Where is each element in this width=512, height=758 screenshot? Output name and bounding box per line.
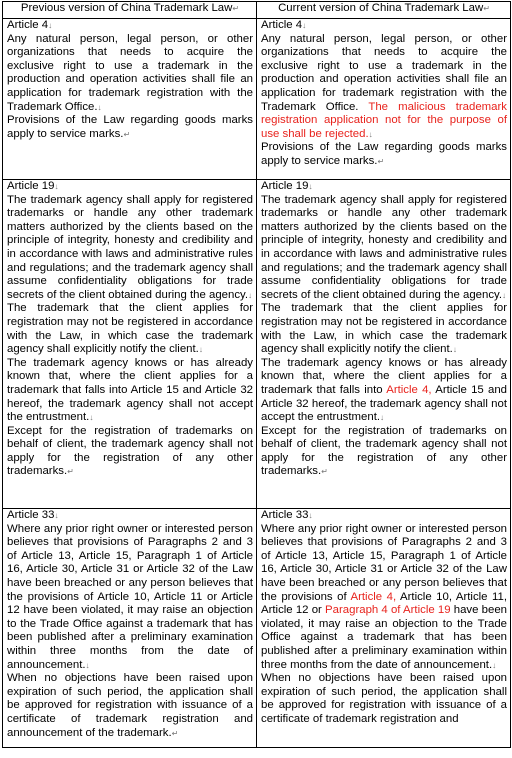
cell-mark: ↵ bbox=[483, 4, 490, 13]
current-article-cell bbox=[257, 180, 511, 509]
para-mark: ↓ bbox=[89, 413, 94, 423]
article-paragraph: The trademark that the client applies for registration may not be registered in accordance with the Law, in which case the trademark agency shall explicitly notify the client.↓ bbox=[261, 302, 507, 356]
cell-mark: ↵ bbox=[171, 728, 179, 738]
current-article-cell bbox=[257, 509, 511, 748]
article-paragraph: Any natural person, legal person, or other organizations that needs to acquire the exclusive right to use a trademark in the production and operation activities shall file an application for trademark registration with the Trademark Office. The malicious trademark registration application not for the purpose of use shall be rejected.↓ bbox=[261, 32, 507, 140]
amended-text: Article 4, bbox=[350, 590, 397, 603]
article-row bbox=[3, 509, 511, 748]
article-paragraph: Provisions of the Law regarding goods marks apply to service marks.↵ bbox=[7, 114, 253, 140]
amended-text: Article 4, bbox=[386, 383, 432, 396]
previous-article-cell bbox=[3, 19, 257, 180]
cell-mark: ↵ bbox=[321, 467, 328, 477]
header-current-version: Current version of China Trademark Law↵ bbox=[257, 2, 511, 19]
para-mark: ↓ bbox=[54, 511, 59, 520]
article-paragraph: Any natural person, legal person, or other organizations that needs to acquire the exclusive right to use a trademark in the production and operation activities shall file an application for trademark registration with the Trademark Office.↓ bbox=[7, 32, 253, 113]
amended-text: Paragraph 4 of Article 19 bbox=[325, 604, 451, 617]
article-paragraph: The trademark agency shall apply for registered trademarks or handle any other trademark matters authorized by the clients based on the principle of integrity, honesty and credibility and in accordance with laws and administrative rules and regulations; and the trademark agency shall assume confidentiality obligations for trade secrets of the client obtained during the agency.↓ bbox=[261, 193, 507, 301]
article-paragraph: Provisions of the Law regarding goods marks apply to service marks.↵ bbox=[261, 141, 507, 167]
article-paragraph: When no objections have been raised upon expiration of such period, the application shall be approved for registration with issuance of a certificate of trademark registration and bbox=[261, 672, 507, 725]
article-title: Article 19↓ bbox=[7, 180, 59, 192]
article-paragraph: Except for the registration of trademarks on behalf of client, the trademark agency shall not apply for the registration of any other trademarks.↵ bbox=[261, 424, 507, 478]
para-mark: ↓ bbox=[502, 290, 507, 300]
previous-article-cell bbox=[3, 180, 257, 509]
article-row bbox=[3, 180, 511, 509]
para-mark: ↓ bbox=[380, 413, 385, 423]
article-paragraph: Except for the registration of trademarks on behalf of client, the trademark agency shall not apply for the registration of any other trademarks.↵ bbox=[7, 424, 253, 478]
amended-text: The malicious trademark registration application not for the purpose of use shall be rejected. bbox=[261, 100, 507, 140]
article-paragraph: Where any prior right owner or interested person believes that provisions of Paragraphs 2 and 3 of Article 13, Article 15, Paragraph 1 of Article 16, Article 30, Article 31 or Article 32 of the Law have been breached or any person believes that the provisions of Article 4, Article 10, Article 11, Article 12 or Paragraph 4 of Article 19 have been violated, it may raise an objection to the Trade Office against a trademark that has been published after a preliminary examination within three months from the date of announcement.↓ bbox=[261, 522, 507, 671]
article-paragraph: When no objections have been raised upon expiration of such period, the application shall be approved for registration with issuance of a certificate of trademark registration and announcement of the trademark.↵ bbox=[7, 672, 253, 739]
article-paragraph: The trademark agency knows or has already known that, where the client applies for a trademark that falls into Article 15 and Article 32 hereof, the trademark agency shall not accept the entrustment.↓ bbox=[7, 356, 253, 424]
article-paragraph: Where any prior right owner or interested person believes that provisions of Paragraphs 2 and 3 of Article 13, Article 15, Paragraph 1 of Article 16, Article 30, Article 31 or Article 32 of the Law have been breached or any person believes that the provisions of Article 10, Article 11 or Article 12 have been violated, it may raise an objection to the Trade Office against a trademark that has been published after a preliminary examination within three months from the date of announcement.↓ bbox=[7, 522, 253, 671]
article-title: Article 4↓ bbox=[7, 19, 53, 31]
para-mark: ↓ bbox=[308, 182, 313, 191]
article-title: Article 4↓ bbox=[261, 19, 307, 31]
article-paragraph: The trademark agency knows or has already known that, where the client applies for a trademark that falls into Article 4, Article 15 and Article 32 hereof, the trademark agency shall not accept the entrustment.↓ bbox=[261, 356, 508, 424]
cell-mark: ↵ bbox=[377, 156, 385, 166]
para-mark: ↓ bbox=[198, 345, 203, 355]
para-mark: ↓ bbox=[248, 290, 253, 300]
comparison-table bbox=[2, 1, 511, 748]
para-mark: ↓ bbox=[452, 345, 457, 355]
header-previous-version: Previous version of China Trademark Law↵ bbox=[3, 2, 257, 19]
article-row bbox=[3, 19, 511, 180]
previous-article-cell bbox=[3, 509, 257, 748]
para-mark: ↓ bbox=[302, 21, 307, 30]
article-paragraph: The trademark agency shall apply for registered trademarks or handle any other trademark matters authorized by the clients based on the principle of integrity, honesty and credibility and in accordance with laws and administrative rules and regulations; and the trademark agency shall assume confidentiality obligations for trade secrets of the client obtained during the agency.↓ bbox=[7, 193, 253, 301]
article-paragraph: The trademark that the client applies for registration may not be registered in accordance with the Law, in which case the trademark agency shall explicitly notify the client.↓ bbox=[7, 302, 253, 356]
article-title: Article 33↓ bbox=[261, 509, 313, 521]
para-mark: ↓ bbox=[54, 182, 59, 191]
article-title: Article 19↓ bbox=[261, 180, 313, 192]
para-mark: ↓ bbox=[85, 660, 90, 670]
current-article-cell bbox=[257, 19, 511, 180]
para-mark: ↓ bbox=[308, 511, 313, 520]
para-mark: ↓ bbox=[48, 21, 53, 30]
cell-mark: ↵ bbox=[232, 4, 240, 13]
para-mark: ↓ bbox=[492, 660, 497, 670]
header-row bbox=[3, 2, 511, 19]
para-mark: ↓ bbox=[97, 102, 102, 112]
cell-mark: ↵ bbox=[67, 467, 74, 477]
article-title: Article 33↓ bbox=[7, 509, 59, 521]
para-mark: ↓ bbox=[368, 129, 373, 139]
cell-mark: ↵ bbox=[123, 129, 131, 139]
